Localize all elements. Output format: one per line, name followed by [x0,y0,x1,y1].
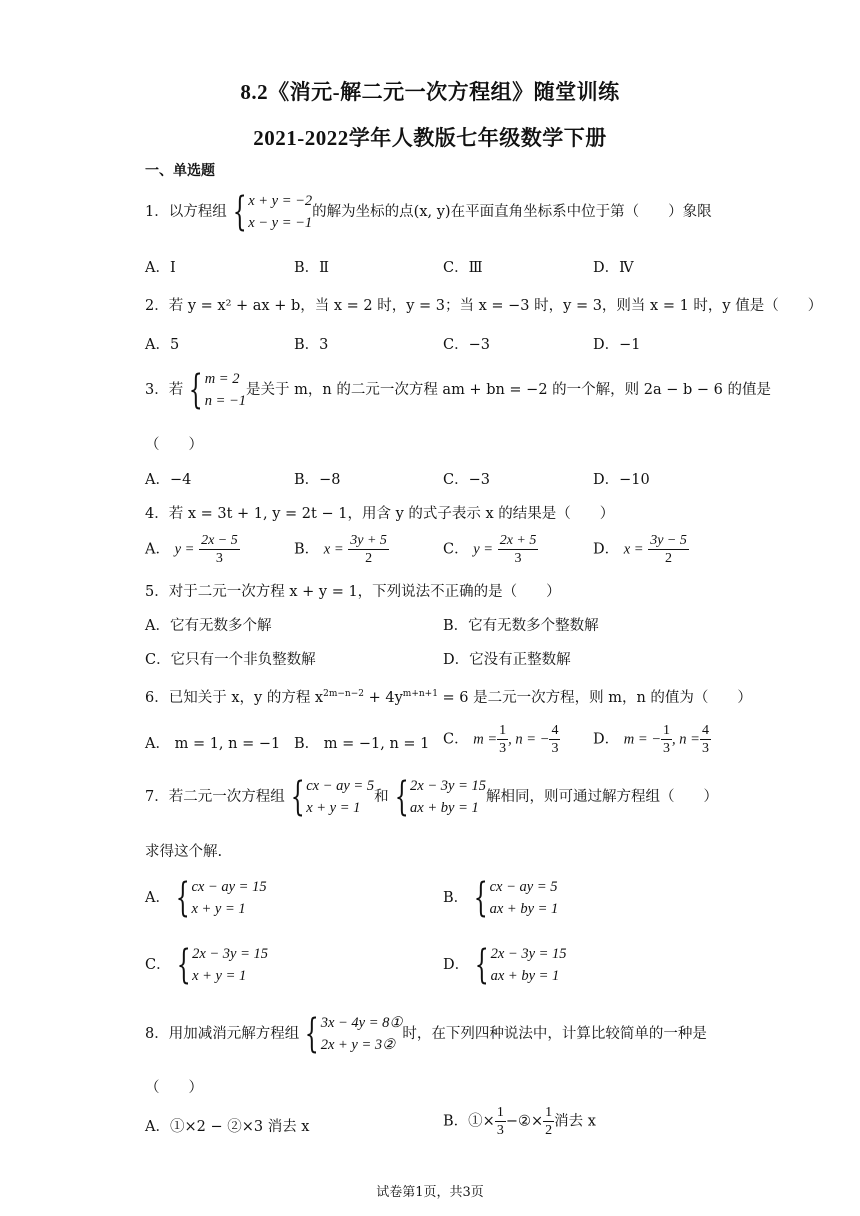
q4-option-c[interactable]: C． y = $\frac{2x + 5}{3}$ [443,533,537,566]
q2-option-a[interactable]: A．5 [145,337,180,353]
question-2: 2．若 y = x² + ax + b，当 x = 2 时，y = 3；当 x = −3 时，y = 3，则当 x = 1 时，y 值是（ ） [145,298,823,314]
q5-option-d[interactable]: D．它没有正整数解 [443,652,571,668]
q5-option-c[interactable]: C．它只有一个非负整数解 [145,652,316,668]
q3-option-c[interactable]: C．−3 [443,472,490,488]
q4-option-d[interactable]: D． x = $\frac{3y - 5}{2}$ [593,533,687,566]
question-4: 4．若 x = 3t + 1, y = 2t − 1，用含 y 的式子表示 x 的结果是（ ） [145,506,615,522]
q7-option-d[interactable]: D． { 2x − 3y = 15 ax + by = 1 [443,942,567,988]
q2-option-d[interactable]: D．−1 [593,337,641,353]
question-1: 1．以方程组 { x + y = −2 x − y = −1 的解为坐标的点(x, y)在平面直角坐标系中位于第（ ）象限 [145,189,712,235]
q1-option-c[interactable]: C．Ⅲ [443,260,483,276]
q6-option-c[interactable]: C． m = $\frac{1}{3}$ , n = − $\frac{4}{3}$ [443,723,559,756]
title-line-2: 2021-2022学年人教版七年级数学下册 [253,126,607,150]
q8-option-b[interactable]: B．①× $\frac{1}{3}$ −②× $\frac{1}{2}$ 消去 x [443,1105,596,1138]
q6-option-a[interactable]: A． m = 1, n = −1 [145,736,281,752]
q3-option-b[interactable]: B．−8 [294,472,341,488]
q1-option-a[interactable]: A．I [145,260,176,276]
q6-option-b[interactable]: B． m = −1, n = 1 [294,736,430,752]
q7-option-c[interactable]: C． { 2x − 3y = 15 x + y = 1 [145,942,269,988]
q7-option-b[interactable]: B． { cx − ay = 5 ax + by = 1 [443,875,559,921]
q3-option-a[interactable]: A．−4 [145,472,192,488]
question-8: 8．用加减消元解方程组 { 3x − 4y = 8① 2x + y = 3② 时，在下列四种说法中，计算比较简单的一种是 [145,1011,707,1057]
q3-option-d[interactable]: D．−10 [593,472,650,488]
q7-option-a[interactable]: A． { cx − ay = 15 x + y = 1 [145,875,267,921]
question-7-continued: 求得这个解. [145,844,223,860]
page-footer: 试卷第1页，共3页 [376,1185,484,1200]
q8-option-a[interactable]: A．①×2 − ②×3 消去 x [145,1119,310,1135]
question-3: 3．若 { m = 2 n = −1 是关于 m，n 的二元一次方程 am + bn = −2 的一个解，则 2a − b − 6 的值是 [145,367,771,413]
question-7: 7．若二元一次方程组 { cx − ay = 5 x + y = 1 和 { 2x − 3y = 15 ax + by = 1 解相同，则可通过解方程组（ ） [145,774,718,820]
question-6: 6．已知关于 x，y 的方程 $x^{2m-n-2} + 4y^{m+n+1} = 6$ 是二元一次方程，则 m，n 的值为（ ） [145,689,752,706]
q6-option-d[interactable]: D． m = − $\frac{1}{3}$ , n = $\frac{4}{3}$ [593,723,709,756]
section-heading: 一、单选题 [145,163,215,179]
question-8-continued: （ ） [145,1080,203,1096]
title-line-1: 8.2《消元-解二元一次方程组》随堂训练 [240,80,620,104]
q5-option-b[interactable]: B．它有无数多个整数解 [443,618,599,634]
q1-option-d[interactable]: D．Ⅳ [593,260,634,276]
question-3-continued: （ ） [145,437,203,453]
q2-option-b[interactable]: B．3 [294,337,329,353]
q4-option-b[interactable]: B． x = $\frac{3y + 5}{2}$ [294,533,387,566]
q1-option-b[interactable]: B．Ⅱ [294,260,330,276]
q5-option-a[interactable]: A．它有无数多个解 [145,618,272,634]
q4-option-a[interactable]: A． y = $\frac{2x - 5}{3}$ [145,533,238,566]
q2-option-c[interactable]: C．−3 [443,337,490,353]
question-5: 5．对于二元一次方程 x + y = 1，下列说法不正确的是（ ） [145,584,561,600]
